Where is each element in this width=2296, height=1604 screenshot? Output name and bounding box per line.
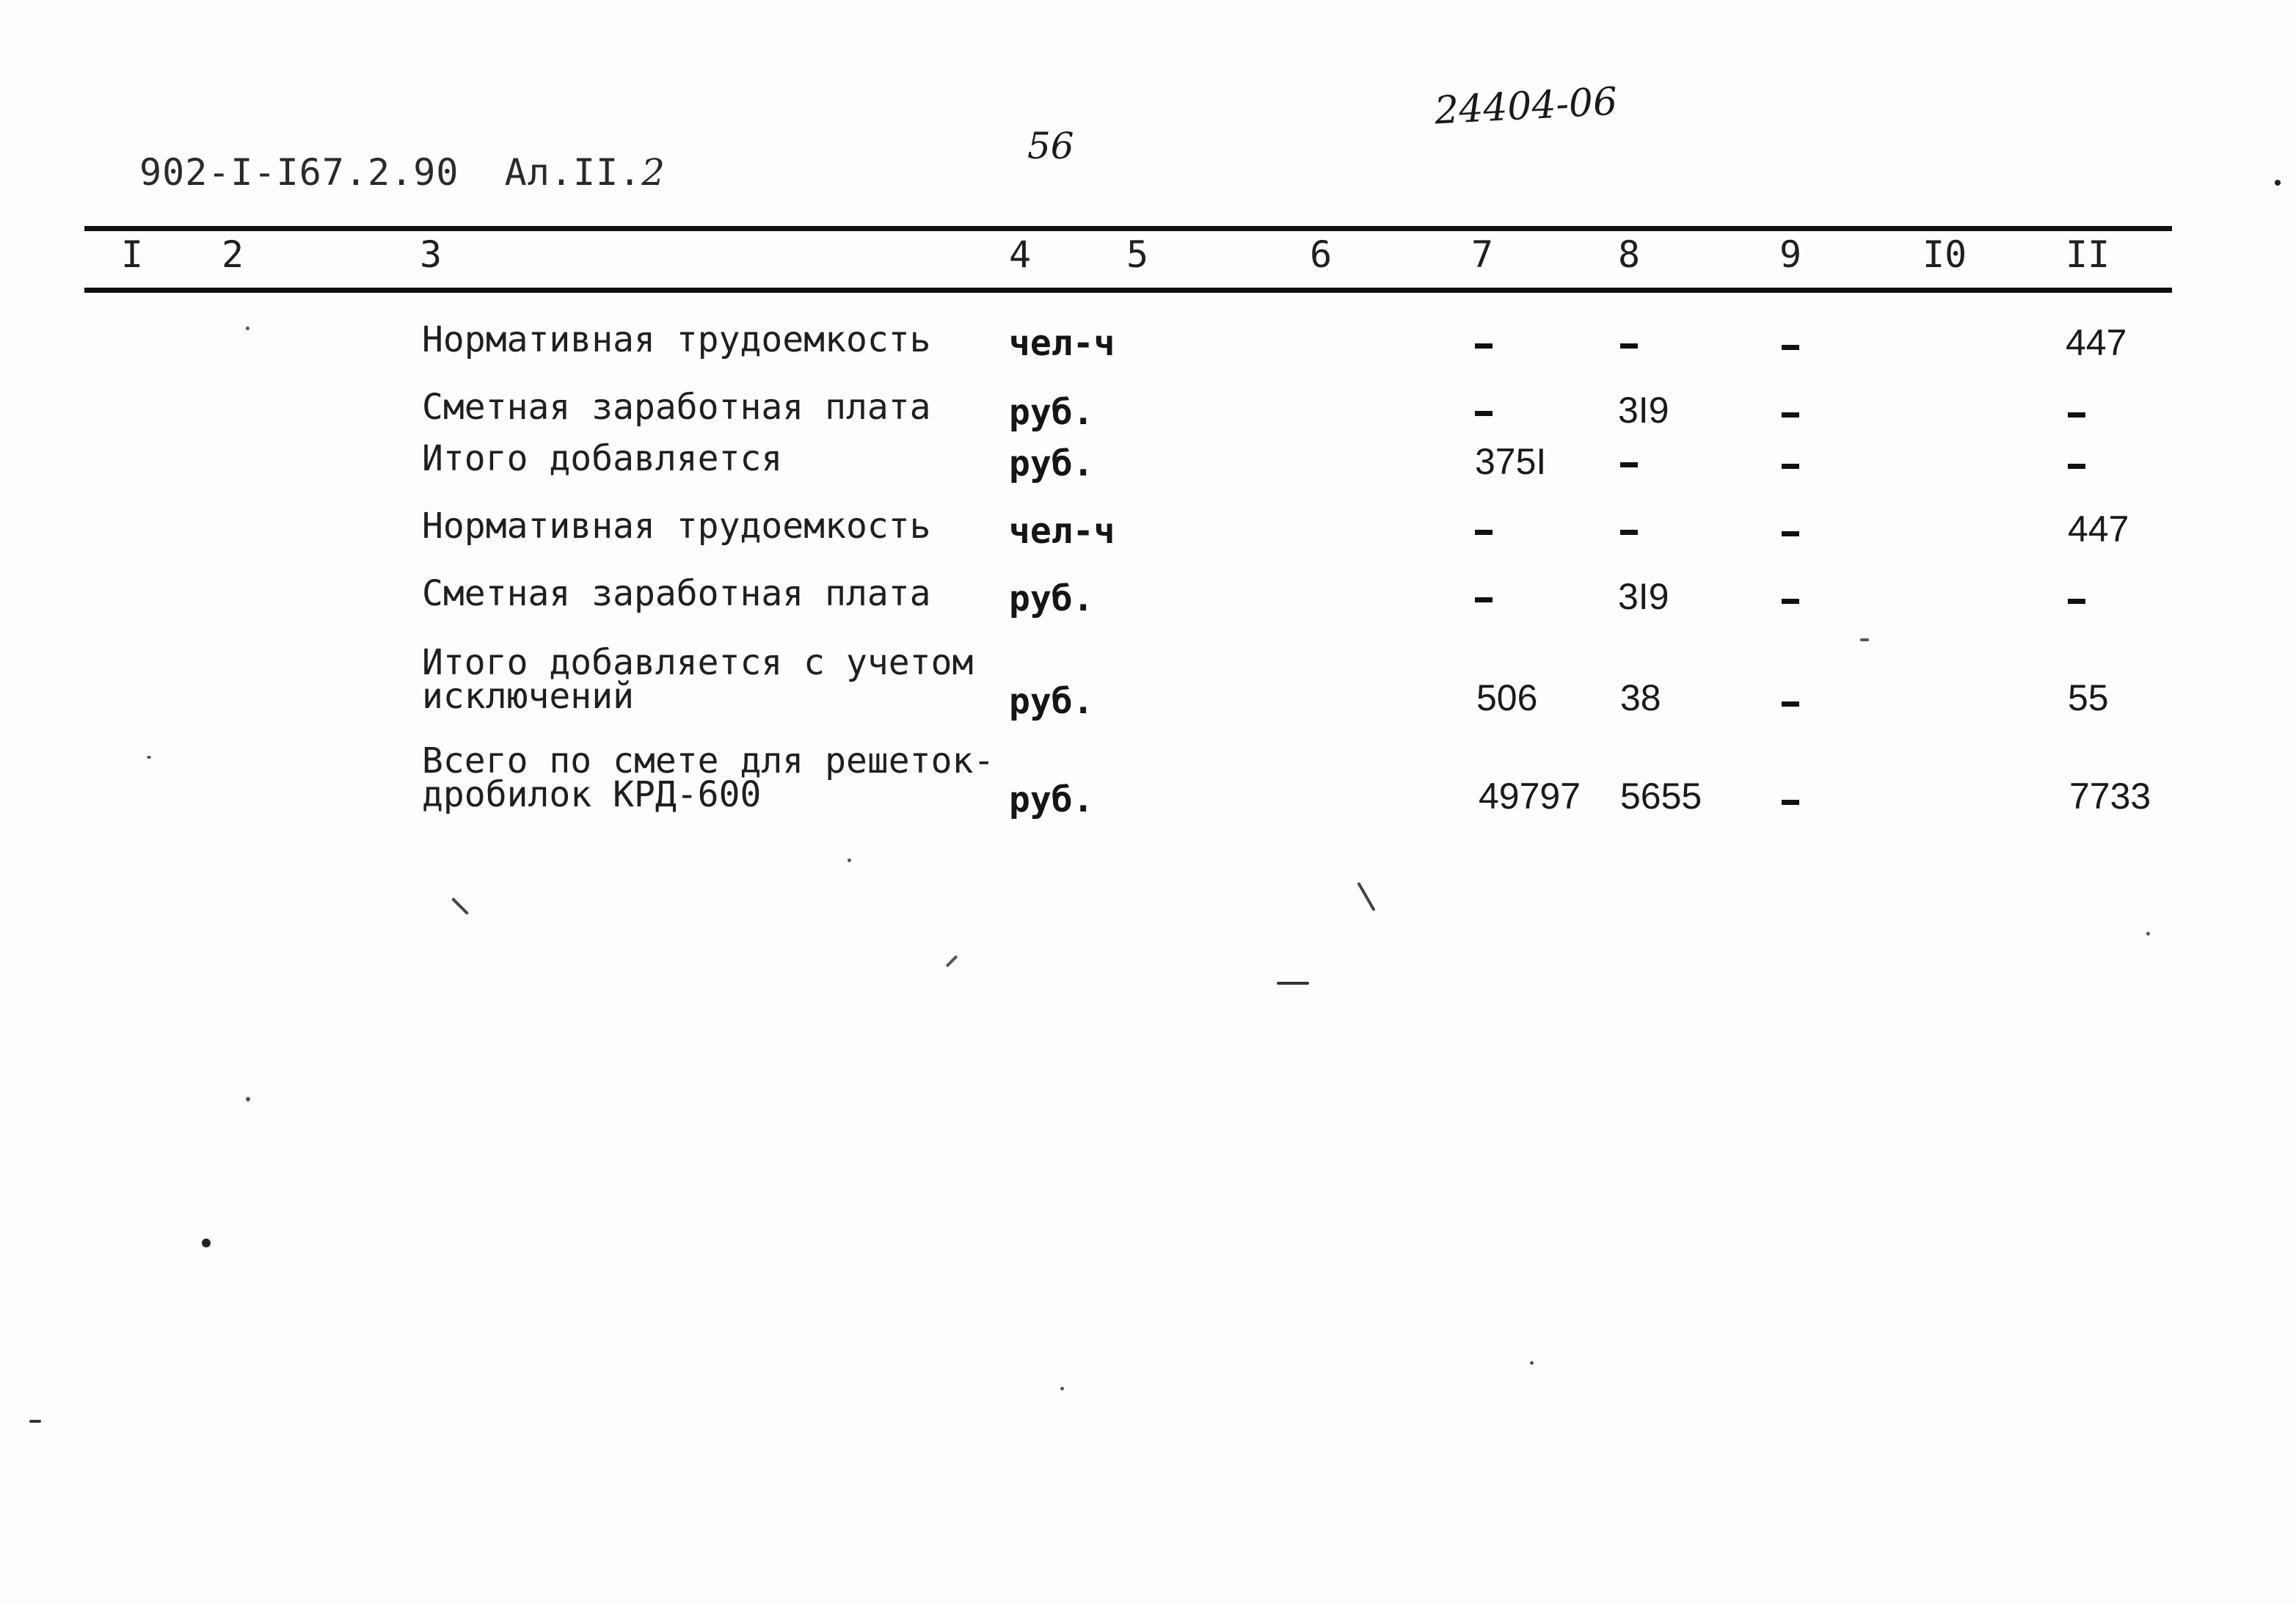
row-7-unit: руб. <box>1009 779 1094 820</box>
row-6-col11: 55 <box>2068 677 2109 718</box>
scan-speck <box>451 897 469 915</box>
row-2-col11-dash <box>2068 412 2085 418</box>
scan-speck <box>29 1420 41 1423</box>
row-6-col8: 38 <box>1620 677 1661 718</box>
row-2-label: Сметная заработная плата <box>422 387 931 428</box>
scan-speck <box>147 756 151 759</box>
sheet-number-handwritten: 2 <box>641 151 666 194</box>
scan-speck <box>1277 982 1309 985</box>
row-1-col9-dash <box>1782 345 1799 350</box>
row-1-col11: 447 <box>2066 322 2127 363</box>
table-header-rule <box>84 288 2172 293</box>
column-header-6: 6 <box>1310 233 1333 276</box>
column-header-7: 7 <box>1471 233 1494 276</box>
column-header-9: 9 <box>1779 233 1802 276</box>
archive-number-handwritten: 24404-06 <box>1433 79 1619 134</box>
row-6-label: Итого добавляется с учетом исключений <box>422 642 974 717</box>
row-7-col8: 5655 <box>1620 776 1702 817</box>
page-number-handwritten: 56 <box>1027 125 1074 167</box>
row-4-col8-dash <box>1620 530 1638 535</box>
row-1-col8-dash <box>1620 343 1638 349</box>
scan-speck <box>2146 932 2150 936</box>
row-3-unit: руб. <box>1009 443 1094 484</box>
column-header-10: I0 <box>1923 233 1967 276</box>
scan-speck <box>1860 638 1869 641</box>
column-header-3: 3 <box>420 233 442 276</box>
scan-speck <box>246 327 249 330</box>
scan-speck <box>202 1239 211 1247</box>
scan-speck <box>1357 882 1375 911</box>
scan-speck <box>848 858 851 862</box>
row-5-col8: 3I9 <box>1618 576 1669 617</box>
row-5-col11-dash <box>2068 599 2085 604</box>
row-3-col7: 375I <box>1475 441 1547 482</box>
row-4-label: Нормативная трудоемкость <box>422 506 931 547</box>
column-header-4: 4 <box>1009 233 1032 276</box>
row-6-unit: руб. <box>1009 681 1094 722</box>
row-3-col9-dash <box>1782 464 1799 469</box>
column-header-5: 5 <box>1126 233 1149 276</box>
row-4-col9-dash <box>1782 531 1799 536</box>
column-header-11: II <box>2066 233 2110 276</box>
scan-speck <box>1060 1387 1064 1390</box>
row-7-col9-dash <box>1782 800 1799 805</box>
table-top-rule <box>84 226 2172 231</box>
scan-speck <box>946 955 958 968</box>
column-header-2: 2 <box>222 233 244 276</box>
row-5-col9-dash <box>1782 599 1799 604</box>
row-2-col8: 3I9 <box>1618 390 1669 431</box>
row-7-label: Всего по смете для решеток- дробилок КРД-600 <box>422 740 995 815</box>
row-2-col9-dash <box>1782 412 1799 418</box>
scan-speck <box>246 1097 250 1101</box>
row-3-col11-dash <box>2068 464 2085 469</box>
column-header-1: I <box>121 233 144 276</box>
row-1-unit: чел-ч <box>1009 323 1115 364</box>
column-header-8: 8 <box>1618 233 1641 276</box>
row-1-col7-dash <box>1475 343 1493 349</box>
row-6-col7: 506 <box>1476 677 1538 718</box>
row-7-col7: 49797 <box>1479 776 1581 817</box>
row-5-label: Сметная заработная плата <box>422 573 931 614</box>
row-3-label: Итого добавляется <box>422 438 783 479</box>
scan-speck <box>1530 1361 1534 1365</box>
row-2-col7-dash <box>1475 411 1493 416</box>
document-code-number: 902-I-I67.2.90 <box>139 151 459 194</box>
row-4-unit: чел-ч <box>1009 511 1115 552</box>
row-4-col11: 447 <box>2068 508 2129 550</box>
row-2-unit: руб. <box>1009 392 1094 433</box>
row-7-col11: 7733 <box>2069 776 2151 817</box>
document-code <box>139 151 666 194</box>
row-4-col7-dash <box>1475 530 1493 535</box>
row-1-label: Нормативная трудоемкость <box>422 319 931 360</box>
row-5-col7-dash <box>1475 597 1493 602</box>
row-3-col8-dash <box>1620 462 1638 467</box>
row-5-unit: руб. <box>1009 578 1094 619</box>
scan-speck <box>2275 180 2281 186</box>
sheet-label: Ал.II. <box>504 151 642 194</box>
row-6-col9-dash <box>1782 701 1799 707</box>
